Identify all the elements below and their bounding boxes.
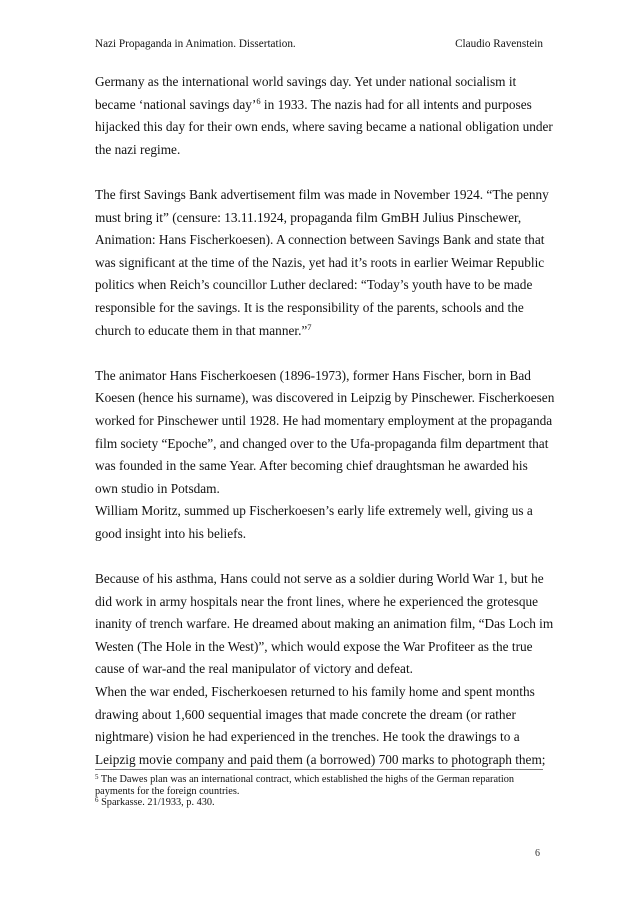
body-line-text: Leipzig movie company and paid them (a borrowed) 700 marks to photograph them; — [95, 751, 546, 767]
body-line-text-continued: in 1933. The nazis had for all intents and purposes — [260, 96, 532, 112]
footnote-reference: 7 — [307, 321, 312, 332]
body-line — [95, 433, 553, 456]
footnotes — [95, 774, 553, 809]
body-line-text: The first Savings Bank advertisement film was made in November 1924. “The penny — [95, 186, 549, 202]
body-line-text: film society “Epoche”, and changed over to the Ufa-propaganda film department that — [95, 435, 549, 451]
footnote-line — [95, 774, 553, 786]
body-line — [95, 207, 553, 230]
body-line-text: When the war ended, Fischerkoesen returned to his family home and spent months — [95, 684, 535, 700]
body-line — [95, 613, 553, 636]
body-line — [95, 365, 553, 388]
body-line — [95, 229, 553, 252]
body-line — [95, 658, 553, 681]
body-line-text: worked for Pinschewer until 1928. He had momentary employment at the propaganda — [95, 412, 553, 428]
body-line — [95, 410, 553, 433]
footnote-reference: 6 — [256, 95, 261, 106]
page-number: 6 — [535, 848, 540, 859]
body-line-text: church to educate them in that manner.” — [95, 322, 308, 338]
body-line-text: own studio in Potsdam. — [95, 480, 220, 496]
body-line-text: hijacked this day for their own ends, where saving became a national obligation under — [95, 119, 553, 135]
body-line-text: William Moritz, summed up Fischerkoesen’s early life extremely well, giving us a — [95, 503, 533, 519]
header-title: Nazi Propaganda in Animation. Dissertation. — [95, 38, 296, 50]
body-line — [95, 297, 553, 320]
footnote-text: Sparkasse. 21/1933, p. 430. — [98, 797, 215, 808]
body-line — [95, 274, 553, 297]
page-header — [95, 38, 543, 54]
body-line-text: Germany as the international world savings day. Yet under national socialism it — [95, 74, 517, 89]
body-line-text: inanity of trench warfare. He dreamed about making an animation film, “Das Loch im — [95, 616, 554, 632]
body-line — [95, 116, 553, 139]
body-line-text: must bring it” (censure: 13.11.1924, propaganda film GmBH Julius Pinschewer, — [95, 209, 522, 225]
body-line-text: Because of his asthma, Hans could not serve as a soldier during World War 1, but he — [95, 571, 544, 587]
body-line-text: was founded in the same Year. After becoming chief draughtsman he awarded his — [95, 458, 528, 474]
paragraph-gap — [95, 342, 553, 365]
body-line-text: the nazi regime. — [95, 141, 181, 157]
body-line — [95, 681, 553, 704]
body-line-text: became ‘national savings day’ — [95, 96, 257, 112]
body-line — [95, 636, 553, 659]
body-line — [95, 71, 553, 94]
body-line — [95, 94, 553, 117]
paragraph-gap — [95, 161, 553, 184]
footnote-number: 5 — [95, 773, 99, 781]
body-line-text: The animator Hans Fischerkoesen (1896-1973), former Hans Fischer, born in Bad — [95, 367, 531, 383]
body-line — [95, 591, 553, 614]
body-line-text: politics when Reich’s councillor Luther declared: “Today’s youth have to be made — [95, 277, 533, 293]
body-line — [95, 455, 553, 478]
body-line — [95, 252, 553, 275]
body-line — [95, 184, 553, 207]
body-line-text: Animation: Hans Fischerkoesen). A connection between Savings Bank and state that — [95, 232, 545, 248]
footnote-number: 6 — [95, 796, 99, 804]
footnote-line — [95, 797, 553, 809]
footnote-text: payments for the foreign countries. — [95, 785, 240, 797]
body-line-text: responsible for the savings. It is the responsibility of the parents, schools and the — [95, 299, 524, 315]
body-line — [95, 387, 553, 410]
body-line — [95, 320, 553, 343]
body-line-text: nightmare) vision he had experienced in the trenches. He took the drawings to a — [95, 729, 520, 745]
footnote-text: The Dawes plan was an international contract, which established the highs of the German reparation — [98, 774, 515, 785]
body-line — [95, 726, 553, 749]
body-line-text: did work in army hospitals near the front lines, where he experienced the grotesque — [95, 593, 539, 609]
body-text — [95, 71, 553, 771]
body-line — [95, 704, 553, 727]
body-line — [95, 523, 553, 546]
body-line-text: Westen (The Hole in the West)”, which would expose the War Profiteer as the true — [95, 638, 533, 654]
body-line — [95, 500, 553, 523]
footnote-line — [95, 786, 553, 798]
header-author: Claudio Ravenstein — [455, 38, 543, 50]
body-line-text: was significant at the time of the Nazis, yet had it’s roots in earlier Weimar Republic — [95, 254, 545, 270]
body-line-text: good insight into his beliefs. — [95, 525, 247, 541]
footnote-separator — [95, 769, 543, 770]
body-line-text: Koesen (hence his surname), was discovered in Leipzig by Pinschewer. Fischerkoesen — [95, 390, 555, 406]
body-line — [95, 139, 553, 162]
body-line-text: cause of war-and the real manipulator of victory and defeat. — [95, 661, 413, 677]
body-line — [95, 478, 553, 501]
body-line — [95, 568, 553, 591]
body-line-text: drawing about 1,600 sequential images that made concrete the dream (or rather — [95, 706, 516, 722]
paragraph-gap — [95, 545, 553, 568]
